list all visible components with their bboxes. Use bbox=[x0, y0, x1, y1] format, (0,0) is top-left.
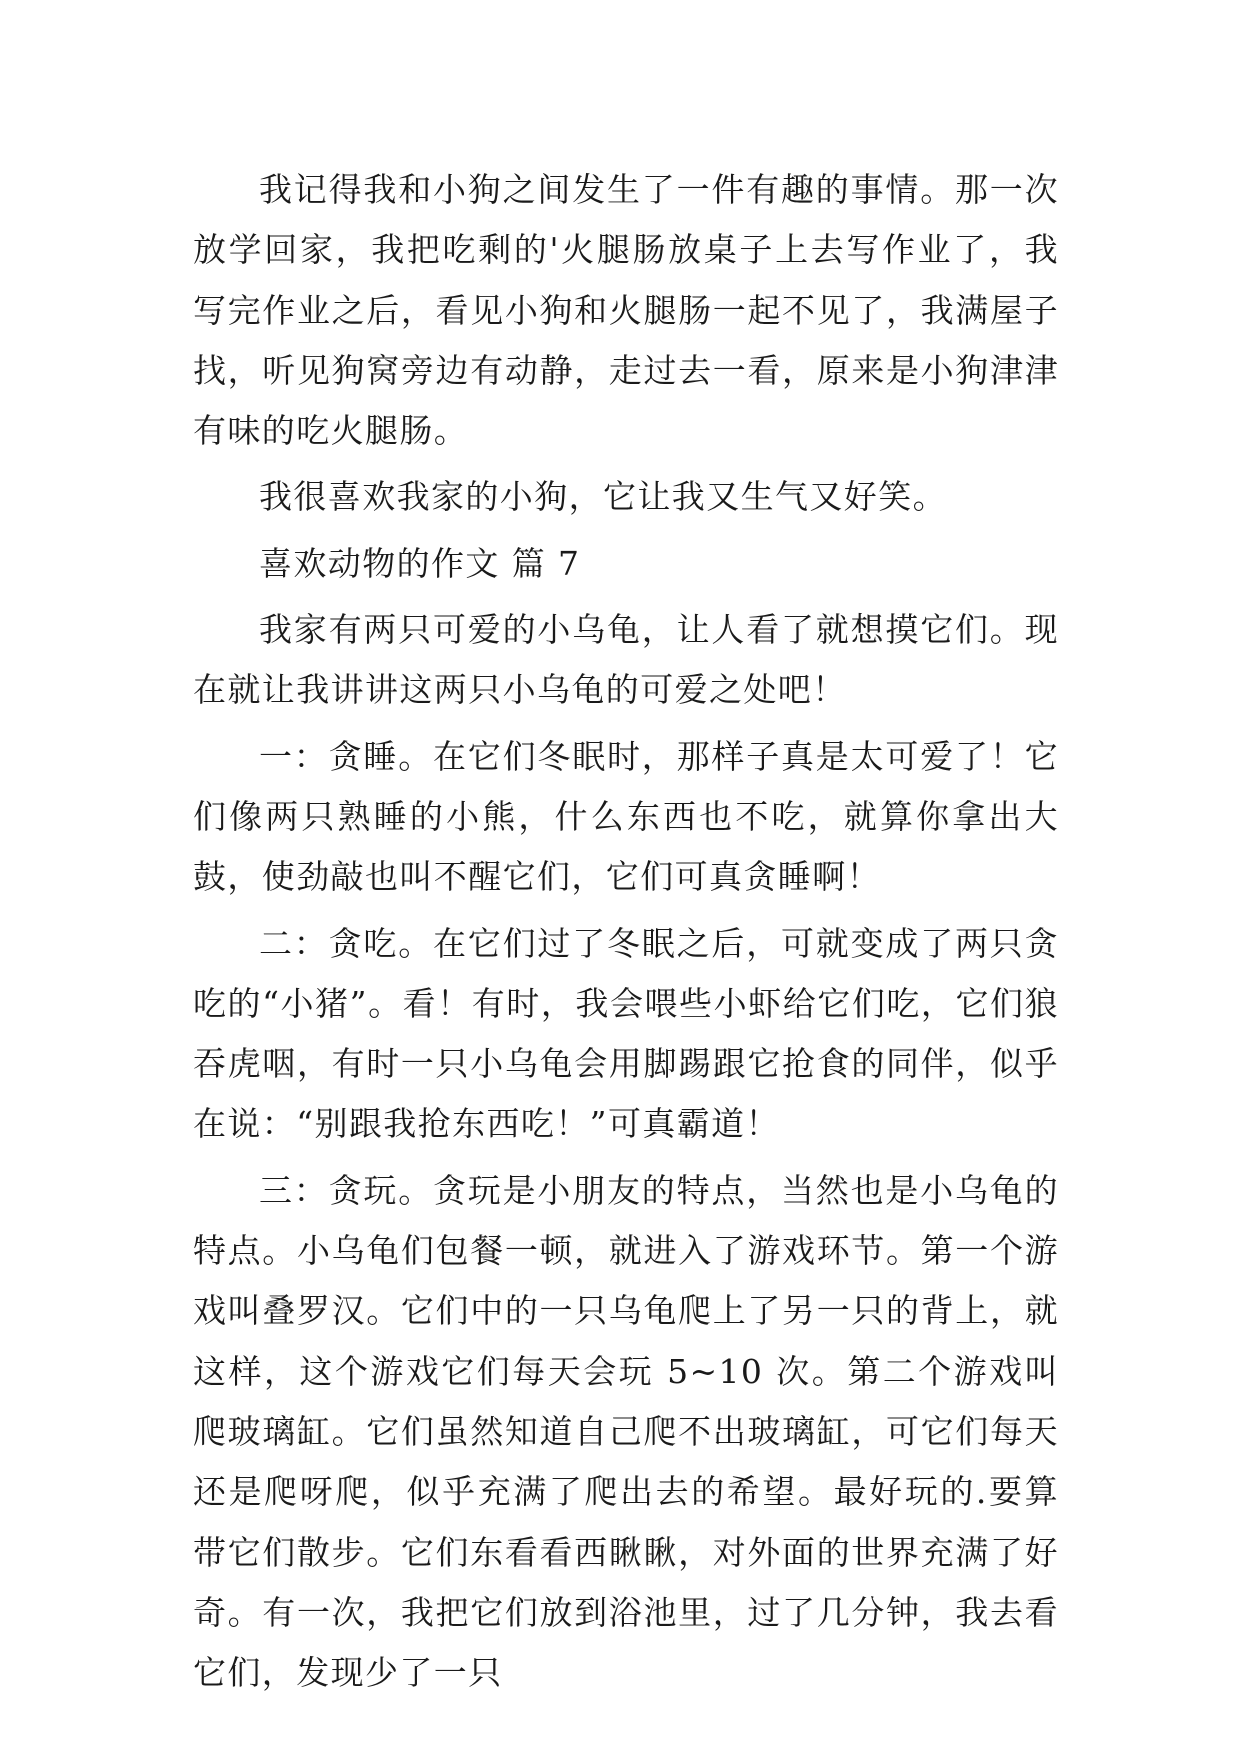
paragraph-dog-story: 我记得我和小狗之间发生了一件有趣的事情。那一次放学回家，我把吃剩的'火腿肠放桌子上去写作业了，我写完作业之后，看见小狗和火腿肠一起不见了，我满屋子找，听见狗窝旁边有动静，走过去一看，原来是小狗津津有味的吃火腿肠。 bbox=[193, 170, 1059, 451]
paragraph-turtle-intro: 我家有两只可爱的小乌龟，让人看了就想摸它们。现在就让我讲讲这两只小乌龟的可爱之处吧！ bbox=[193, 610, 1059, 710]
document-body bbox=[193, 160, 1059, 1709]
paragraph-turtle-greedy: 二：贪吃。在它们过了冬眠之后，可就变成了两只贪吃的“小猪”。看！有时，我会喂些小虾给它们吃，它们狼吞虎咽，有时一只小乌龟会用脚踢跟它抢食的同伴，似乎在说：“别跟我抢东西吃！”可真霸道！ bbox=[193, 923, 1059, 1144]
section-heading: 喜欢动物的作文 篇 7 bbox=[259, 543, 581, 583]
paragraph-dog-conclusion: 我很喜欢我家的小狗，它让我又生气又好笑。 bbox=[259, 477, 947, 517]
paragraph-turtle-playful: 三：贪玩。贪玩是小朋友的特点，当然也是小乌龟的特点。小乌龟们包餐一顿，就进入了游戏环节。第一个游戏叫叠罗汉。它们中的一只乌龟爬上了另一只的背上，就这样，这个游戏它们每天会玩 5~10 次。第二个游戏叫爬玻璃缸。它们虽然知道自己爬不出玻璃缸，可它们每天还是爬呀爬，似乎充满了爬出去的希望。最好玩的.要算带它们散步。它们东看看西瞅瞅，对外面的世界充满了好奇。有一次，我把它们放到浴池里，过了几分钟，我去看它们，发现少了一只 bbox=[193, 1170, 1059, 1693]
paragraph-turtle-sleepy: 一：贪睡。在它们冬眠时，那样子真是太可爱了！它们像两只熟睡的小熊，什么东西也不吃，就算你拿出大鼓，使劲敲也叫不醒它们，它们可真贪睡啊！ bbox=[193, 736, 1059, 897]
